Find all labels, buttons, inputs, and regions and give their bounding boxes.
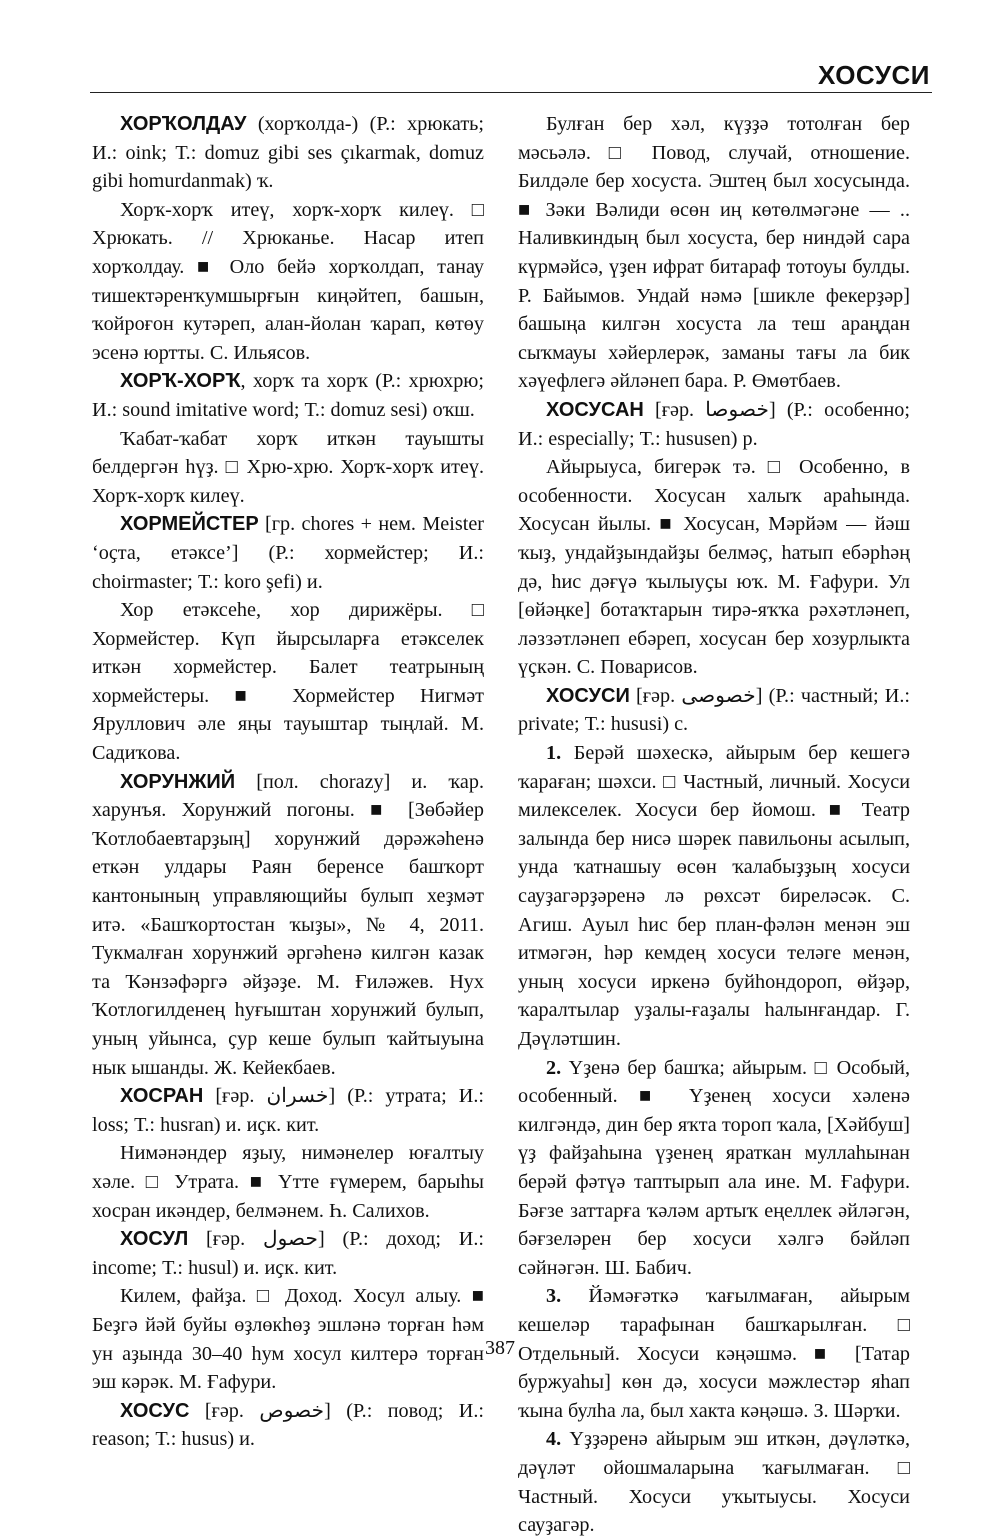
entry-hork-hork <box>92 367 484 424</box>
headword: ХОСУС <box>120 1399 190 1422</box>
headword: ХОСРАН <box>120 1085 204 1108</box>
entry-horunzhiy <box>92 768 484 1083</box>
entry-hormeister <box>92 510 484 596</box>
sense-4 <box>518 1425 910 1539</box>
sense-text: Үҙҙәренә айырым эш иткән, дәүләткә, дәүләт ойошмаларына ҡағылмаған. □ Частный. Хосуси уҡытыусы. Хосуси сауҙагәр. <box>518 1428 910 1537</box>
entry-hosul <box>92 1225 484 1282</box>
definition: Килем, файҙа. □ Доход. Хосул алыу. ■ Беҙгә йәй буйы өҙлөкһөҙ эшләнә торған һәм ун аҙында 30–40 һум хосул килтерә торған эш кәрәк. М. Ғафури. <box>92 1285 484 1394</box>
definition: Булған бер хәл, күҙҙә тотолған бер мәсьәлә. □ Повод, случай, отношение. Билдәле бер хосуста. Эштең был хосусында. ■ Зәки Вәлиди өсөн иң көтөлмәгәне — .. Наливкиндың был хосуста, бер ниндәй сара күрмәйсә, үҙен ифрат битараф тотоуы булды. Р. Байымов. Ундай нәмә [шикле фекерҙәр] башыңа килгән хосуста ла теш араңдан сыҡмауы хәйерлерәк, заманы тағы ла бик хәүефлегә әйләнеп бара. Р. Өмөтбаев. <box>518 113 910 393</box>
right-column <box>518 110 910 1540</box>
page-number: 387 <box>485 1337 515 1359</box>
definition: Ҡабат-ҡабат хорҡ иткән тауышты белдергән һүҙ. □ Хрю-хрю. Хорҡ-хорҡ итеү. Хорҡ-хорҡ килеү. <box>92 427 484 507</box>
sense-number: 3. <box>546 1285 562 1308</box>
entry-text: [пол. chorazy] и. ҡар. харунъя. Хорунжий погоны. ■ [Зөбәйер Ҡотлобаевтарҙың] хорунжий дәрәжәһенә еткән улдары Раян беренсе башҡорт кантонының управляющийы булып хеҙмәт итә. «Башҡортостан ҡыҙы», № 4, 2011. Тукмалған хорунжий әргәһенә килгән казак та Ҡәнзәфәргә әйҙәҙе. М. Ғиләжев. Нух Ҡотлогилденең һуғыштан хорунжий булып, уның уйынса, ҫур кеше булып ҡайтыуына нык ышанды. Ж. Кейекбаев. <box>92 770 484 1079</box>
definition: Нимәнәндер яҙыу, нимәнелер юғалтыу хәле. □ Утрата. ■ Үтте ғүмерем, барыһы хосран икәндер, белмәнем. Һ. Салихов. <box>92 1142 484 1222</box>
entry-text: [ғәр. خصوصا] (Р.: особенно; И.: especially; Т.: hususen) р. <box>518 398 910 450</box>
headword: ХОРУНЖИЙ <box>120 770 236 793</box>
headword: ХОРҠ-ХОРҠ <box>120 370 241 393</box>
headword: ХОСУСАН <box>546 398 644 421</box>
left-column <box>92 110 484 1454</box>
entry-hosran <box>92 1082 484 1139</box>
header-rule <box>90 92 932 93</box>
sense-text: Йәмәғәткә ҡағылмаған, айырым кешеләр тарафынан башҡарылған. □ Отдельный. Хосуси кәңәшмә. ■ [Татар буржуаһы] көн дә, хосуси мәжлестәр яһап ҡына булһа ла, был хакта кәңәшә. З. Шәрҡи. <box>518 1285 910 1422</box>
entry-text: [гр. chores + нем. Meister ‘оҫта, етәксе’] (Р.: хормейстер; И.: choirmaster; Т.: koro şefi) и. <box>92 513 484 593</box>
definition: Айырыуса, бигерәк тә. □ Особенно, в особенности. Хосусан халыҡ араһында. Хосусан йылы. ■ Хосусан, Мәрйәм — йәш ҡыҙ, ундайҙындайҙы белмәҫ, һатып ебәрһәң дә, һис дәғүә ҡылыуҫы юҡ. М. Ғафури. Ул [өйәңке] ботаҡтарын тирә-яҡҡа рәхәтләнеп, ләззәтләнеп ебәреп, хосусан бер хозурлыкта үҫкән. С. Поварисов. <box>518 456 910 679</box>
definition: Хорҡ-хорҡ итеү, хорҡ-хорҡ килеү. □ Хрюкать. // Хрюканье. Насар итеп хорҡолдау. ■ Оло бейә хорҡолдап, танау тишектәренҡумшырғын киңәйтеп, башын, ҡойроғон кутәреп, алан-йолан ҡарап, көтөу эсенә юртты. С. Ильясов. <box>92 198 484 364</box>
sense-number: 1. <box>546 742 562 765</box>
entry-text: (хорҡолда-) (Р.: хрюкать; И.: oink; Т.: domuz gibi ses çıkarmak, domuz gibi homurdanmak) ҡ. <box>92 113 484 193</box>
entry-text: [ғәр. خصوصى] (Р.: частный; И.: private; Т.: hususi) с. <box>518 684 911 736</box>
headword: ХОРМЕЙСТЕР <box>120 513 259 536</box>
running-head: ХОСУСИ <box>818 60 930 90</box>
entry-hosusan <box>518 396 910 453</box>
sense-2 <box>518 1054 910 1283</box>
entry-text: , хорҡ та хорҡ (Р.: хрюхрю; И.: sound imitative word; Т.: domuz sesi) оҡш. <box>92 370 484 421</box>
entry-hosusi <box>518 682 910 739</box>
entry-text: [ғәр. خسران] (Р.: утрата; И.: loss; Т.: husran) и. иҫк. кит. <box>92 1085 484 1136</box>
headword: ХОСУСИ <box>546 684 630 707</box>
headword: ХОРҠОЛДАУ <box>120 113 247 135</box>
entry-text: [ғәр. حصول] (Р.: доход; И.: income; Т.: husul) и. иҫк. кит. <box>92 1228 484 1279</box>
sense-number: 4. <box>546 1428 562 1451</box>
entry-horkoldau <box>92 110 484 196</box>
sense-text: Берәй шәхескә, айырым бер кешегә ҡараған; шәхси. □ Частный, личный. Хосуси милекселек. Хосуси бер йомош. ■ Театр залында бер нисә шәрек павильоны асылып, унда ҡатнашыу өсөн ҡалабыҙҙың хосуси сауҙагәрҙәренә лә рөхсәт биреләсәк. С. Агиш. Ауыл һис бер план-фәлән менән эш итмәгән, һәр кемдең хосуси теләге менән, уның хосуси иркенә буйһондороп, өйҙәр, ҡаралтылар уҙалы-ғаҙалы һалынғандар. Г. Дәүләтшин. <box>518 742 910 1050</box>
sense-1 <box>518 739 910 1054</box>
headword: ХОСУЛ <box>120 1228 189 1251</box>
sense-number: 2. <box>546 1056 562 1079</box>
entry-hosus <box>92 1397 484 1454</box>
definition: Хор етәксеһе, хор дирижёры. □ Хормейстер. Күп йырсыларға етәкселек иткән хормейстер. Балет театрының хормейстеры. ■ Хормейстер Нигмәт Яруллович әле яңы тауыштар тыңлай. М. Садиҡова. <box>92 599 484 765</box>
sense-text: Үҙенә бер башҡа; айырым. □ Особый, особенный. ■ Үҙенең хосуси хәленә килгәндә, дин бер яҡта тороп ҡала, [Хәйбуш] үҙ файҙаһына үҙенең яраткан муллаһынан берәй фәтүә таптырып ала ине. М. Ғафури. Бәғзе заттарға ҡәләм артыҡ еңеллек әйләгән, бәғзеләрен бер хосуси хәлгә бәйләп сәйнәгән. Ш. Бабич. <box>518 1056 910 1279</box>
entry-text: [ғәр. خصوص] (Р.: повод; И.: reason; Т.: husus) и. <box>92 1399 484 1451</box>
